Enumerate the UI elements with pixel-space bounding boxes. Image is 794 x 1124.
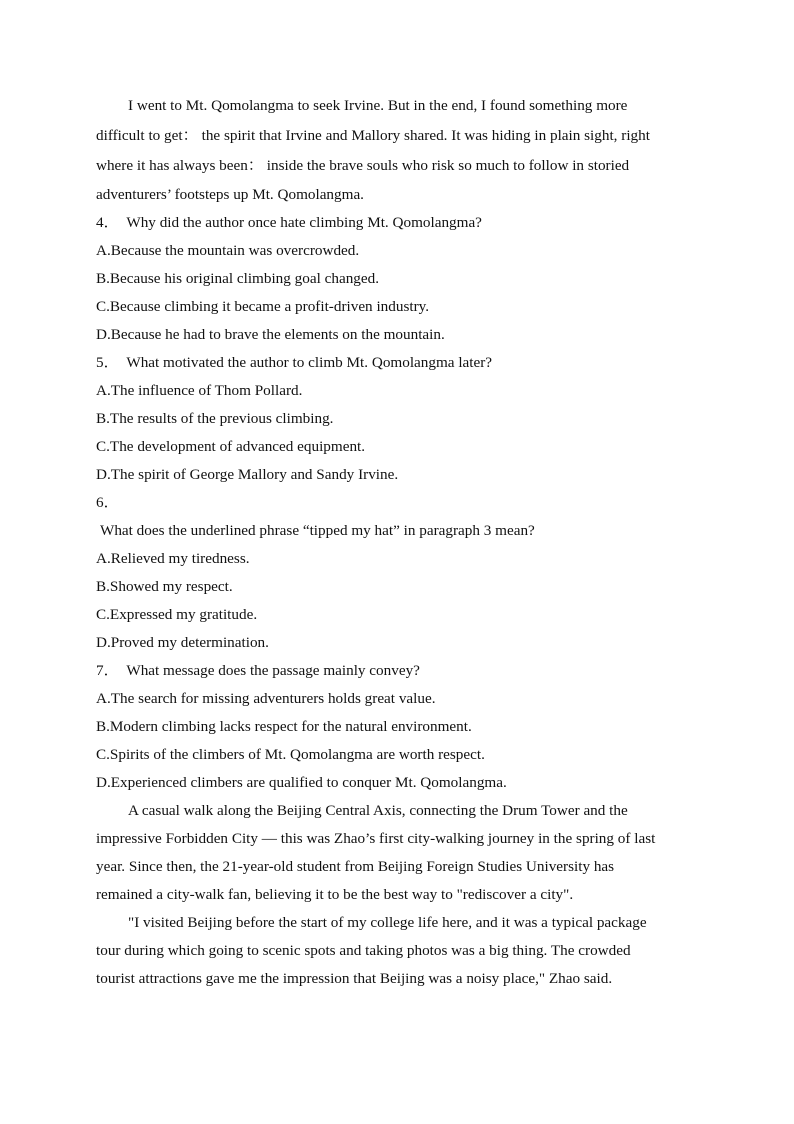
passage2-line: A casual walk along the Beijing Central Axis, connecting the Drum Tower and the: [128, 802, 628, 819]
question-text: Why did the author once hate climbing Mt. Qomolangma?: [126, 214, 482, 231]
question-stem: [96, 349, 696, 377]
option-b: B.Showed my respect.: [96, 578, 233, 595]
passage2-line: year. Since then, the 21-year-old student from Beijing Foreign Studies University has: [96, 858, 615, 875]
option-b: B.Because his original climbing goal changed.: [96, 270, 380, 287]
question-number: 7．: [96, 662, 119, 679]
question-stem: [96, 209, 696, 237]
passage2-line: impressive Forbidden City — this was Zhao’s first city-walking journey in the spring of last: [96, 830, 656, 847]
question-6: [96, 489, 696, 657]
question-number: 4．: [96, 214, 119, 231]
passage2-paragraph-1: [96, 797, 696, 909]
option-c: C.Expressed my gratitude.: [96, 606, 258, 623]
option-b: B.The results of the previous climbing.: [96, 410, 334, 427]
passage1-line: where it has always been： inside the brave souls who risk so much to follow in storied: [96, 157, 630, 174]
passage1-line: I went to Mt. Qomolangma to seek Irvine. But in the end, I found something more: [128, 97, 628, 114]
passage2-line: tourist attractions gave me the impression that Beijing was a noisy place," Zhao said.: [96, 970, 613, 987]
option-c: C.Because climbing it became a profit-driven industry.: [96, 298, 430, 315]
question-text: What does the underlined phrase “tipped my hat” in paragraph 3 mean?: [100, 522, 535, 539]
passage1-paragraph: [96, 91, 696, 209]
question-5: [96, 349, 696, 489]
passage2-line: tour during which going to scenic spots and taking photos was a big thing. The crowded: [96, 942, 631, 959]
passage2-line: remained a city-walk fan, believing it to be the best way to "rediscover a city".: [96, 886, 574, 903]
option-d: D.Because he had to brave the elements on the mountain.: [96, 326, 445, 343]
option-d: D.The spirit of George Mallory and Sandy Irvine.: [96, 466, 399, 483]
question-number: 5．: [96, 354, 119, 371]
passage1-line: difficult to get： the spirit that Irvine and Mallory shared. It was hiding in plain sight, right: [96, 127, 650, 144]
option-d: D.Proved my determination.: [96, 634, 269, 651]
question-number: 6．: [96, 494, 119, 511]
question-7: [96, 657, 696, 797]
option-a: A.The influence of Thom Pollard.: [96, 382, 303, 399]
passage2-paragraph-2: [96, 909, 696, 993]
passage1-line: adventurers’ footsteps up Mt. Qomolangma.: [96, 186, 364, 203]
question-text: What message does the passage mainly convey?: [126, 662, 420, 679]
question-stem: [96, 657, 696, 685]
option-c: C.Spirits of the climbers of Mt. Qomolangma are worth respect.: [96, 746, 485, 763]
option-a: A.The search for missing adventurers holds great value.: [96, 690, 436, 707]
option-d: D.Experienced climbers are qualified to conquer Mt. Qomolangma.: [96, 774, 507, 791]
option-c: C.The development of advanced equipment.: [96, 438, 366, 455]
option-a: A.Relieved my tiredness.: [96, 550, 250, 567]
option-b: B.Modern climbing lacks respect for the natural environment.: [96, 718, 472, 735]
option-a: A.Because the mountain was overcrowded.: [96, 242, 360, 259]
passage2-line: "I visited Beijing before the start of my college life here, and it was a typical package: [128, 914, 647, 931]
document-content: [96, 91, 696, 993]
question-4: [96, 209, 696, 349]
question-text: What motivated the author to climb Mt. Qomolangma later?: [126, 354, 493, 371]
